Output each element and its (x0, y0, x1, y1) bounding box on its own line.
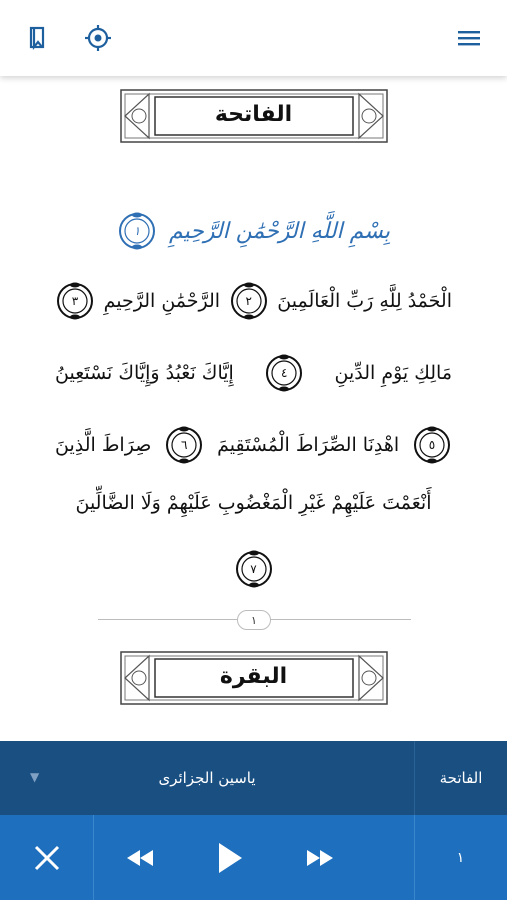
ayah-number: ٥ (428, 438, 436, 452)
ayah-line (55, 544, 452, 594)
ayah-marker[interactable] (264, 353, 304, 393)
ayah-number: ٧ (250, 562, 257, 576)
target-icon (84, 24, 112, 52)
ayah-number: ٤ (280, 366, 288, 380)
ayah-number: ٣ (71, 294, 79, 308)
top-bar (0, 0, 507, 76)
bookmark-button[interactable] (22, 22, 54, 54)
ayah-text[interactable]: أَنْعَمْتَ عَلَيْهِمْ غَيْرِ الْمَغْضُوبِ عَلَيْهِمْ وَلَا الضَّالِّينَ (75, 492, 432, 514)
mushaf-page[interactable] (0, 76, 507, 741)
reciter-selector[interactable]: ياسين الجزائرى (158, 769, 256, 787)
ayah-line (55, 276, 452, 326)
ayah-number: ٢ (245, 294, 252, 308)
ayah-line (55, 348, 452, 398)
surah-title: الفاتحة (214, 102, 293, 127)
play-button[interactable] (200, 815, 260, 900)
basmala-line (0, 206, 507, 256)
ayah-text[interactable]: اهْدِنَا الصِّرَاطَ الْمُسْتَقِيمَ (217, 434, 400, 456)
bookmark-icon (26, 25, 50, 51)
ayah-number: ١ (133, 224, 141, 238)
ayah-text[interactable]: الرَّحْمَٰنِ الرَّحِيمِ (103, 290, 221, 312)
ayah-marker[interactable] (55, 281, 95, 321)
rewind-button[interactable] (110, 815, 170, 900)
go-to-position-button[interactable] (82, 22, 114, 54)
fast-forward-button[interactable] (290, 815, 350, 900)
rewind-icon (125, 848, 155, 868)
ayah-text[interactable]: مَالِكِ يَوْمِ الدِّينِ (334, 362, 452, 384)
ayah-line (55, 478, 452, 528)
ayah-text[interactable]: إِيَّاكَ نَعْبُدُ وَإِيَّاكَ نَسْتَعِينُ (55, 362, 234, 384)
ayah-marker[interactable] (412, 425, 452, 465)
player-controls (0, 815, 507, 900)
page-separator (98, 610, 411, 630)
ayah-line (55, 420, 452, 470)
close-icon (33, 844, 61, 872)
hamburger-menu-icon (457, 28, 481, 48)
surah-selector[interactable]: الفاتحة (439, 769, 483, 787)
divider (93, 815, 94, 900)
page-selector[interactable]: ١ (456, 849, 465, 866)
surah-title: البقرة (219, 664, 288, 689)
player-info-bar (0, 741, 507, 815)
menu-button[interactable] (453, 22, 485, 54)
ayah-number: ٦ (181, 438, 188, 452)
basmala-text: بِسْمِ اللَّهِ الرَّحْمَٰنِ الرَّحِيمِ (168, 218, 391, 244)
ayah-text[interactable]: الْحَمْدُ لِلَّهِ رَبِّ الْعَالَمِينَ (277, 290, 452, 312)
play-icon (216, 841, 244, 875)
close-player-button[interactable] (0, 815, 93, 900)
ayah-marker[interactable] (229, 281, 269, 321)
ayah-marker[interactable] (164, 425, 204, 465)
fast-forward-icon (305, 848, 335, 868)
ayah-marker[interactable] (234, 549, 274, 589)
ayah-marker[interactable] (117, 211, 157, 251)
page-number-badge: ١ (237, 610, 271, 630)
chevron-down-icon[interactable]: ▼ (30, 770, 40, 784)
ayah-text[interactable]: صِرَاطَ الَّذِينَ (55, 434, 152, 456)
